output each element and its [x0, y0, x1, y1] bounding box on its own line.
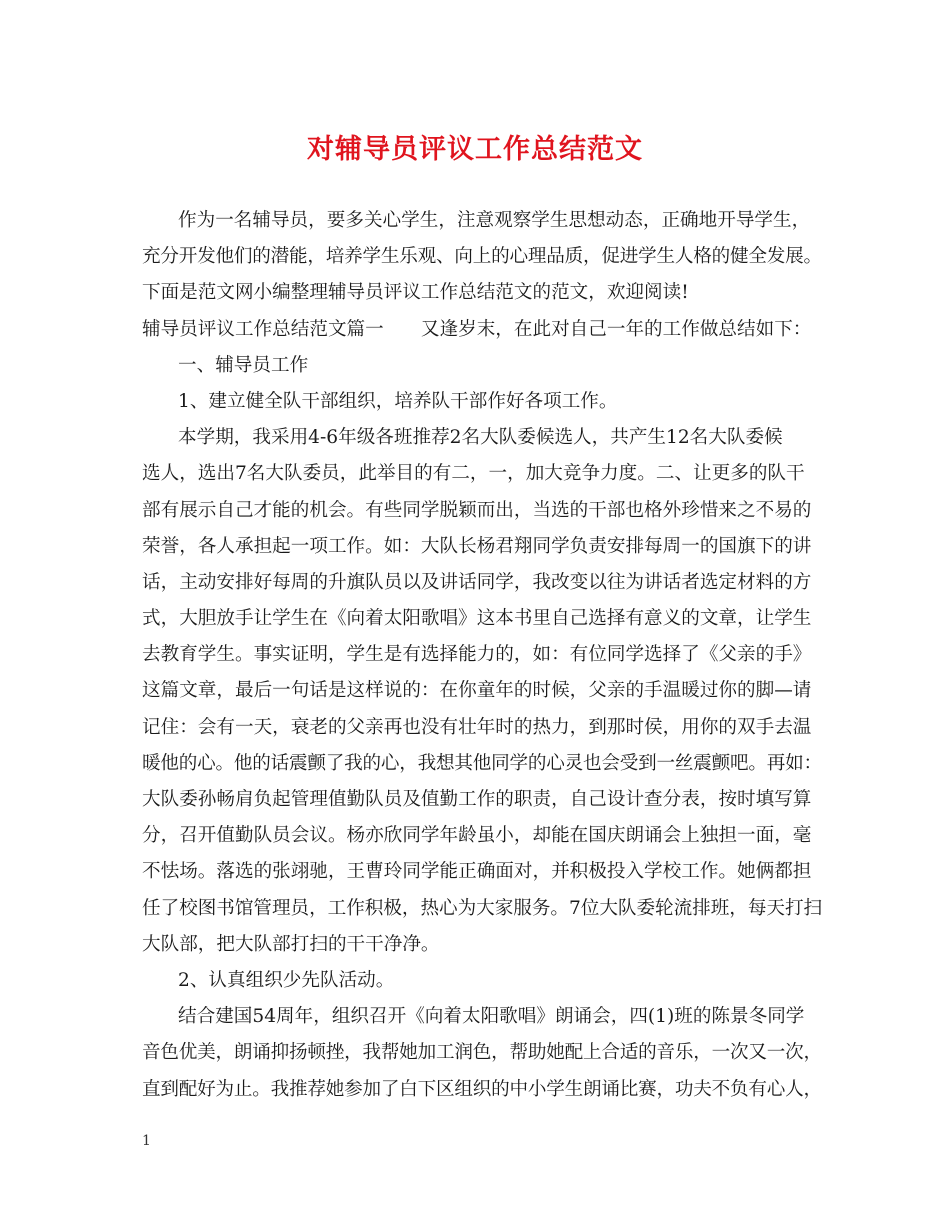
text-line: 下面是范文网小编整理辅导员评议工作总结范文的范文，欢迎阅读! — [142, 282, 689, 304]
subsection-heading: 2、认真组织少先队活动。 — [178, 969, 395, 991]
text-line: 辅导员评议工作总结范文篇一 又逢岁末，在此对自己一年的工作做总结如下： — [142, 318, 812, 340]
text-line: 大队委孙畅肩负起管理值勤队员及值勤工作的职责，自己设计查分表，按时填写算 — [142, 789, 812, 810]
text-line: 充分开发他们的潜能，培养学生乐观、向上的心理品质，促进学生人格的健全发展。 — [142, 246, 822, 268]
text-line: 部有展示自己才能的机会。有些同学脱颖而出，当选的干部也格外珍惜来之不易的 — [142, 499, 812, 521]
text-line: 大队部，把大队部打扫的干干净净。 — [142, 933, 440, 955]
text-line: 去教育学生。事实证明，学生是有选择能力的，如：有位同学选择了《父亲的手》 — [142, 644, 812, 666]
text-line: 这篇文章，最后一句话是这样说的：在你童年的时候，父亲的手温暖过你的脚—请 — [142, 680, 812, 702]
text-line: 任了校图书馆管理员，工作积极，热心为大家服务。7位大队委轮流排班，每天打扫 — [142, 897, 823, 919]
page-number: 1 — [142, 1133, 151, 1149]
document-body — [142, 203, 822, 1108]
text-line: 本学期，我采用4-6年级各班推荐2名大队委候选人，共产生12名大队委候 — [178, 427, 783, 449]
text-line: 直到配好为止。我推荐她参加了白下区组织的中小学生朗诵比赛，功夫不负有心人， — [142, 1078, 822, 1100]
text-line: 结合建国54周年，组织召开《向着太阳歌唱》朗诵会，四(1)班的陈景冬同学 — [178, 1006, 805, 1028]
text-line: 不怯场。落选的张翊驰，王曹玲同学能正确面对，并积极投入学校工作。她俩都担 — [142, 861, 812, 883]
subsection-heading: 1、建立健全队干部组织，培养队干部作好各项工作。 — [178, 390, 618, 412]
text-line: 音色优美，朗诵抑扬顿挫，我帮她加工润色，帮助她配上合适的音乐，一次又一次， — [142, 1042, 822, 1064]
text-line: 记住：会有一天，衰老的父亲再也没有壮年时的热力，到那时侯，用你的双手去温 — [142, 716, 812, 738]
text-line: 式，大胆放手让学生在《向着太阳歌唱》这本书里自己选择有意义的文章，让学生 — [142, 608, 812, 630]
text-line: 分，召开值勤队员会议。杨亦欣同学年龄虽小，却能在国庆朗诵会上独担一面，毫 — [142, 825, 812, 847]
text-line: 话，主动安排好每周的升旗队员以及讲话同学，我改变以往为讲话者选定材料的方 — [142, 571, 812, 593]
section-heading: 一、辅导员工作 — [178, 354, 309, 376]
text-line: 选人，选出7名大队委员，此举目的有二，一，加大竞争力度。二、让更多的队干 — [142, 463, 805, 485]
text-line: 作为一名辅导员，要多关心学生，注意观察学生思想动态，正确地开导学生， — [178, 210, 811, 231]
text-line: 荣誉，各人承担起一项工作。如：大队长杨君翔同学负责安排每周一的国旗下的讲 — [142, 535, 812, 557]
text-line: 暖他的心。他的话震颤了我的心，我想其他同学的心灵也会受到一丝震颤吧。再如： — [142, 752, 822, 774]
document-title: 对辅导员评议工作总结范文 — [307, 134, 643, 165]
